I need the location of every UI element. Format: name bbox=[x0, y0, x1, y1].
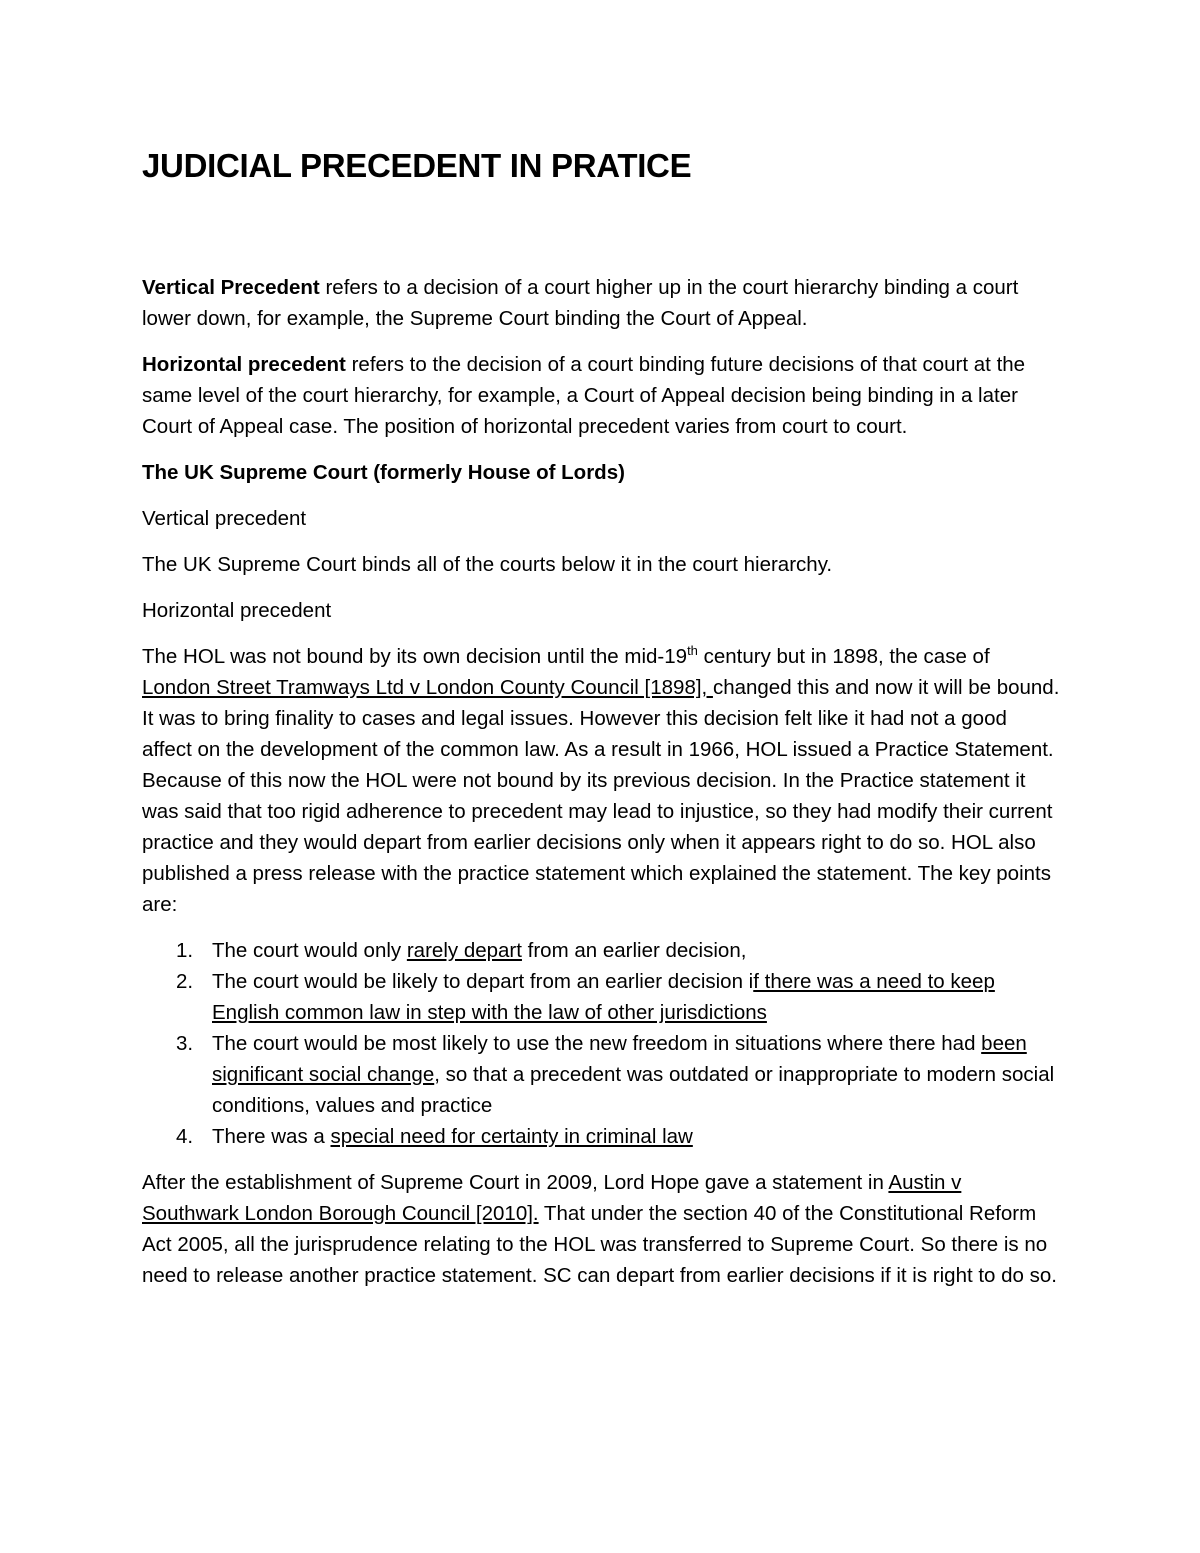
horizontal-precedent-subheading: Horizontal precedent bbox=[142, 599, 332, 622]
key-point-text: from an earlier decision, bbox=[521, 939, 747, 962]
horizontal-precedent-text: refers to the decision of a court binding future decisions of that court at the same level of the court hierarchy, for example, a Court of Appeal decision being binding in a later Court of Appeal case. The position of horizontal precedent varies from court to court. bbox=[142, 353, 1026, 438]
vertical-precedent-definition bbox=[142, 272, 1062, 334]
hol-text-part2: century but in 1898, the case of bbox=[697, 645, 990, 668]
key-point-text: The court would be likely to depart from an earlier decision i bbox=[212, 970, 754, 993]
key-point-emphasis: rarely depart bbox=[406, 939, 522, 962]
key-point-item bbox=[142, 1121, 1062, 1152]
key-point-text: The court would be most likely to use the new freedom in situations where there had bbox=[212, 1032, 982, 1055]
key-points-list bbox=[142, 935, 1062, 1152]
closing-text-part1: After the establishment of Supreme Court in 2009, Lord Hope gave a statement in bbox=[142, 1171, 889, 1194]
horizontal-precedent-term: Horizontal precedent bbox=[142, 353, 346, 376]
key-point-text: There was a bbox=[212, 1125, 331, 1148]
key-point-text: , so that a precedent was outdated or inappropriate to modern social conditions, values and practice bbox=[212, 1063, 1055, 1117]
list-number: 2. bbox=[176, 970, 194, 993]
key-point-item bbox=[142, 966, 1062, 1028]
section-heading: The UK Supreme Court (formerly House of Lords) bbox=[142, 461, 625, 484]
list-number: 4. bbox=[176, 1125, 194, 1148]
key-point-emphasis: f there was a need to keep English common law in step with the law of other jurisdictions bbox=[212, 970, 995, 1024]
key-point-emphasis: special need for certainty in criminal law bbox=[330, 1125, 693, 1148]
document-title: JUDICIAL PRECEDENT IN PRATICE bbox=[142, 147, 692, 184]
list-number: 3. bbox=[176, 1032, 194, 1055]
case-citation-austin: Austin v Southwark London Borough Council [2010]. bbox=[142, 1171, 962, 1225]
key-point-text: The court would only bbox=[212, 939, 407, 962]
ordinal-superscript: th bbox=[687, 643, 698, 658]
hol-text-part1: The HOL was not bound by its own decision until the mid-19 bbox=[142, 645, 688, 668]
closing-paragraph bbox=[142, 1167, 1062, 1291]
hol-paragraph bbox=[142, 641, 1062, 920]
vertical-precedent-body: The UK Supreme Court binds all of the courts below it in the court hierarchy. bbox=[142, 553, 833, 576]
closing-text-part2: That under the section 40 of the Constitutional Reform Act 2005, all the jurisprudence relating to the HOL was transferred to Supreme Court. So there is no need to release another practice statement. SC can depart from earlier decisions if it is right to do so. bbox=[142, 1202, 1057, 1287]
case-citation-london-tramways: London Street Tramways Ltd v London County Council [1898], bbox=[142, 676, 713, 699]
vertical-precedent-subheading: Vertical precedent bbox=[142, 507, 307, 530]
horizontal-precedent-definition bbox=[142, 349, 1062, 442]
key-point-emphasis: been significant social change bbox=[212, 1032, 1027, 1086]
vertical-precedent-text: refers to a decision of a court higher up in the court hierarchy binding a court lower down, for example, the Supreme Court binding the Court of Appeal. bbox=[142, 276, 1019, 330]
vertical-precedent-term: Vertical Precedent bbox=[142, 276, 320, 299]
document-body bbox=[142, 140, 1062, 1291]
key-point-item bbox=[142, 935, 1062, 966]
list-number: 1. bbox=[176, 939, 194, 962]
hol-text-part3: changed this and now it will be bound. It was to bring finality to cases and legal issues. However this decision felt like it had not a good affect on the development of the common law. As a result in 1966, HOL issued a Practice Statement. Because of this now the HOL were not bound by its previous decision. In the Practice statement it was said that too rigid adherence to precedent may lead to injustice, so they had modify their current practice and they would depart from earlier decisions only when it appears right to do so. HOL also published a press release with the practice statement which explained the statement. The key points are: bbox=[142, 676, 1060, 916]
key-point-item bbox=[142, 1028, 1062, 1121]
